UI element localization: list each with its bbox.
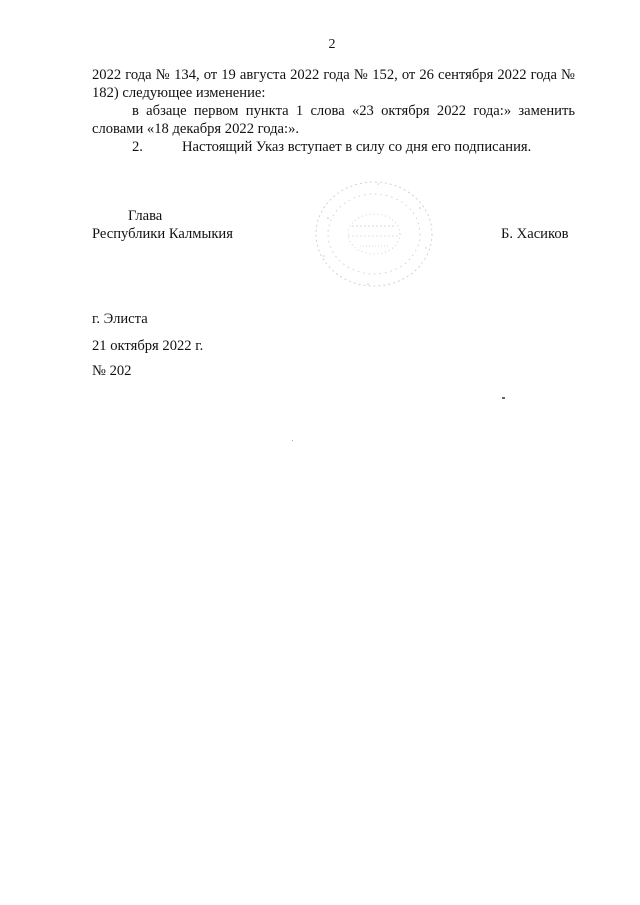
decree-number: № 202 <box>92 363 132 379</box>
official-seal-stamp <box>308 178 438 290</box>
paragraph-item-2 <box>92 138 575 156</box>
signature-title: Глава <box>128 208 163 224</box>
paragraph-amendment: в абзаце первом пункта 1 слова «23 октября 2022 года:» заменить словами «18 декабря 2022 года:». <box>92 103 575 137</box>
scan-speck <box>292 440 293 441</box>
scan-speck <box>502 397 505 399</box>
issue-place: г. Элиста <box>92 311 148 327</box>
signature-organization: Республики Калмыкия <box>92 226 233 242</box>
issue-date: 21 октября 2022 г. <box>92 338 204 354</box>
document-body <box>92 66 575 156</box>
page-number: 2 <box>328 37 336 52</box>
paragraph-continuation: 2022 года № 134, от 19 августа 2022 года № 152, от 26 сентября 2022 года № 182) следующее изменение: <box>92 67 575 101</box>
signatory-name: Б. Хасиков <box>501 226 569 242</box>
item-text: Настоящий Указ вступает в силу со дня его подписания. <box>182 139 532 155</box>
item-number: 2. <box>132 139 143 155</box>
